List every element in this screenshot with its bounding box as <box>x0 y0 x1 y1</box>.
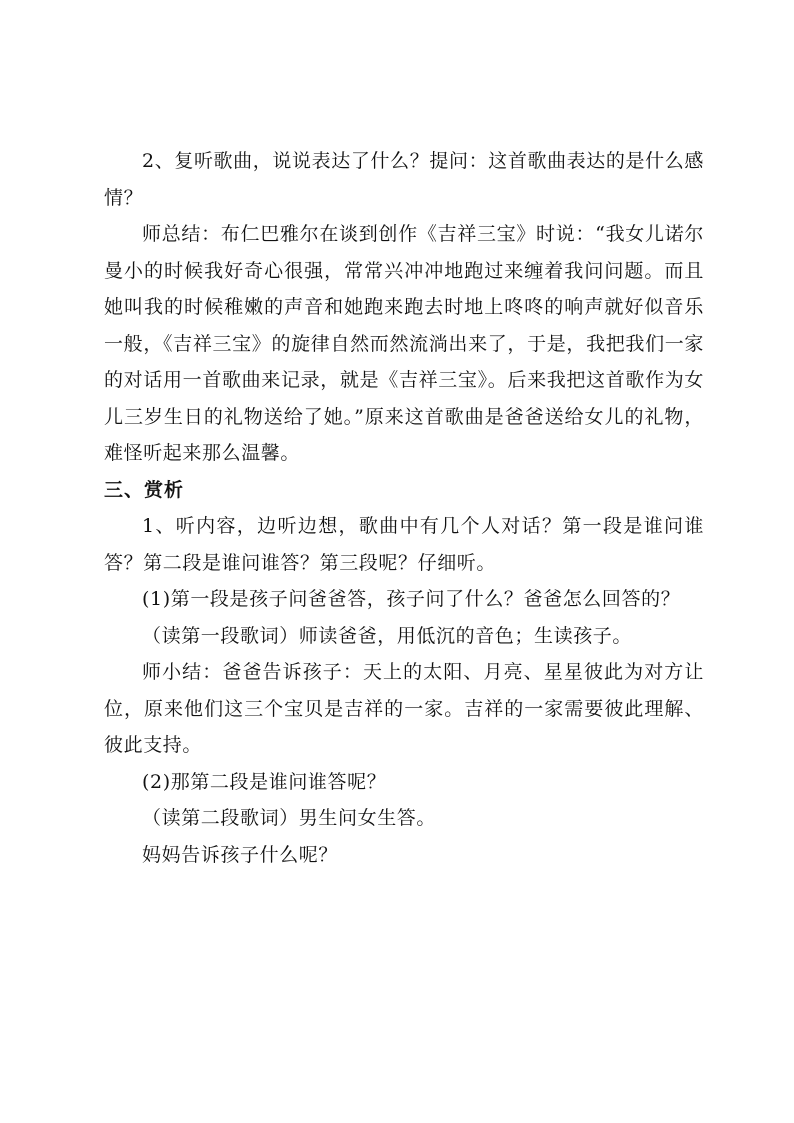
paragraph-listen-content: 1、听内容，边听边想，歌曲中有几个人对话？第一段是谁问谁答？第二段是谁问谁答？第三段呢？仔细听。 <box>104 515 704 574</box>
document-body <box>104 143 704 873</box>
section-heading-appreciation: 三、赏析 <box>104 478 185 501</box>
paragraph-review-question: 2、复听歌曲，说说表达了什么？提问：这首歌曲表达的是什么感情？ <box>104 150 704 209</box>
paragraph-teacher-conclusion: 师小结：爸爸告诉孩子：天上的太阳、月亮、星星彼此为对方让位，原来他们这三个宝贝是吉祥的一家。吉祥的一家需要彼此理解、彼此支持。 <box>104 661 704 756</box>
paragraph-second-verse-question: (2)那第二段是谁问谁答呢？ <box>142 770 387 793</box>
paragraph-read-first-verse: （读第一段歌词）师读爸爸，用低沉的音色；生读孩子。 <box>142 624 633 647</box>
paragraph-mother-question: 妈妈告诉孩子什么呢？ <box>142 843 339 866</box>
paragraph-read-second-verse: （读第二段歌词）男生问女生答。 <box>142 807 437 829</box>
paragraph-first-verse-question: (1)第一段是孩子问爸爸答，孩子问了什么？爸爸怎么回答的？ <box>142 588 681 610</box>
paragraph-teacher-summary: 师总结：布仁巴雅尔在谈到创作《吉祥三宝》时说：“我女儿诺尔曼小的时候我好奇心很强，常常兴冲冲地跑过来缠着我问问题。而且她叫我的时候稚嫩的声音和她跑来跑去时地上咚咚的响声就好似音乐一般，《吉祥三宝》的旋律自然而然流淌出来了，于是，我把我们一家的对话用一首歌曲来记录，就是《吉祥三宝》。后来我把这首歌作为女儿三岁生日的礼物送给了她。”原来这首歌曲是爸爸送给女儿的礼物，难怪听起来那么温馨。 <box>104 223 704 464</box>
